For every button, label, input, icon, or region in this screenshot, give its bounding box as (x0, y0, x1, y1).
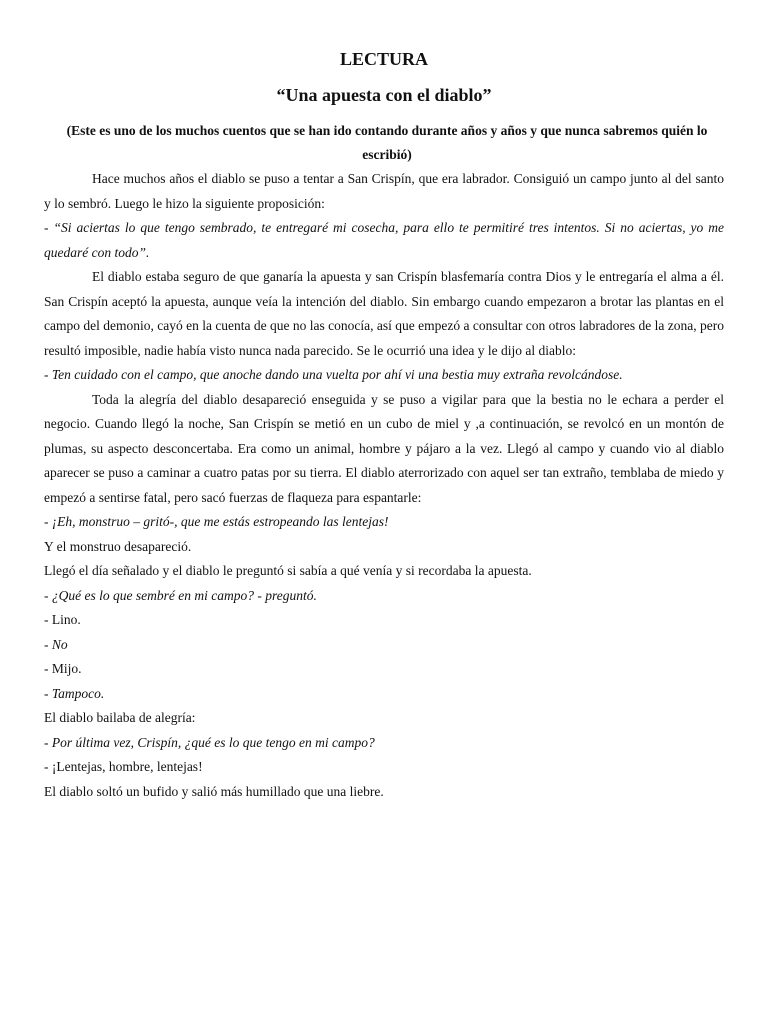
dialogue-dash: - (44, 220, 54, 235)
answer-lentejas: - ¡Lentejas, hombre, lentejas! (44, 759, 203, 774)
dialogue-dash: - (44, 514, 52, 529)
dialogue-question-1 (44, 584, 724, 609)
dialogue-dash: - (44, 734, 52, 750)
dialogue-dash: - (44, 587, 52, 603)
dialogue-last-question (44, 731, 724, 756)
dialogue-devil-proposal (44, 216, 724, 265)
answer-mijo: - Mijo. (44, 661, 82, 676)
dialogue-warning (44, 363, 724, 388)
paragraph-ending: El diablo soltó un bufido y salió más humillado que una liebre. (44, 783, 384, 799)
dialogue-text: Ten cuidado con el campo, que anoche dando una vuelta por ahí vi una bestia muy extraña revolcándose. (51, 367, 623, 382)
paragraph-day-arrived: Llegó el día señalado y el diablo le preguntó si sabía a qué venía y si recordaba la apuesta. (44, 563, 532, 578)
story-note: (Este es uno de los muchos cuentos que se han ido contando durante años y años y que nunca sabremos quién lo escribió) (66, 123, 708, 162)
story-title: “Una apuesta con el diablo” (276, 85, 492, 105)
dialogue-text: Tampoco. (51, 685, 105, 701)
dialogue-text: ¡Eh, monstruo – gritó-, que me estás estropeando las lentejas! (51, 514, 389, 529)
dialogue-tampoco (44, 682, 724, 707)
dialogue-text: “Si aciertas lo que tengo sembrado, te entregaré mi cosecha, para ello te permitiré tres intentos. Si no aciertas, yo me quedaré con todo”. (44, 220, 724, 260)
dialogue-dash: - (44, 636, 52, 652)
story-body (44, 167, 724, 804)
dialogue-dash: - (44, 685, 52, 701)
dialogue-text: ¿Qué es lo que sembré en mi campo? - preguntó. (51, 587, 317, 603)
answer-lino: - Lino. (44, 612, 81, 627)
dialogue-dash: - (44, 367, 52, 382)
paragraph-bet: El diablo estaba seguro de que ganaría la apuesta y san Crispín blasfemaría contra Dios y le entregaría el alma a él. San Crispín aceptó la apuesta, aunque veía la intención del diablo. Sin embargo cuando empezaron a brotar las plantas en el campo del demonio, cayó en la cuenta de que no las conocía, así que empezó a consultar con otros labradores de la zona, pero resultó imposible, nadie había visto nunca nada parecido. Se le ocurrió una idea y le dijo al diablo: (44, 269, 724, 358)
paragraph-intro: Hace muchos años el diablo se puso a tentar a San Crispín, que era labrador. Consiguió un campo junto al del santo y lo sembró. Luego le hizo la siguiente proposición: (44, 171, 724, 211)
dialogue-devil-shout (44, 510, 724, 535)
paragraph-night: Toda la alegría del diablo desapareció enseguida y se puso a vigilar para que la bestia no le echara a perder el negocio. Cuando llegó la noche, San Crispín se metió en un cubo de miel y ,a continuación, se revolcó en un montón de plumas, su aspecto desconcertaba. Era como un animal, hombre y pájaro a la vez. Llegó al campo y cuando vio al diablo aparecer se puso a caminar a cuatro patas por su tierra. El diablo aterrorizado con aquel ser tan extraño, temblaba de miedo y empezó a sentirse fatal, pero sacó fuerzas de flaqueza para espantarle: (44, 391, 724, 505)
paragraph-devil-dances: El diablo bailaba de alegría: (44, 710, 196, 725)
dialogue-no (44, 633, 724, 658)
dialogue-text: Por última vez, Crispín, ¿qué es lo que tengo en mi campo? (51, 734, 375, 750)
dialogue-text: No (51, 636, 68, 652)
paragraph-monster-gone: Y el monstruo desapareció. (44, 538, 192, 554)
document-title: LECTURA (339, 49, 428, 69)
